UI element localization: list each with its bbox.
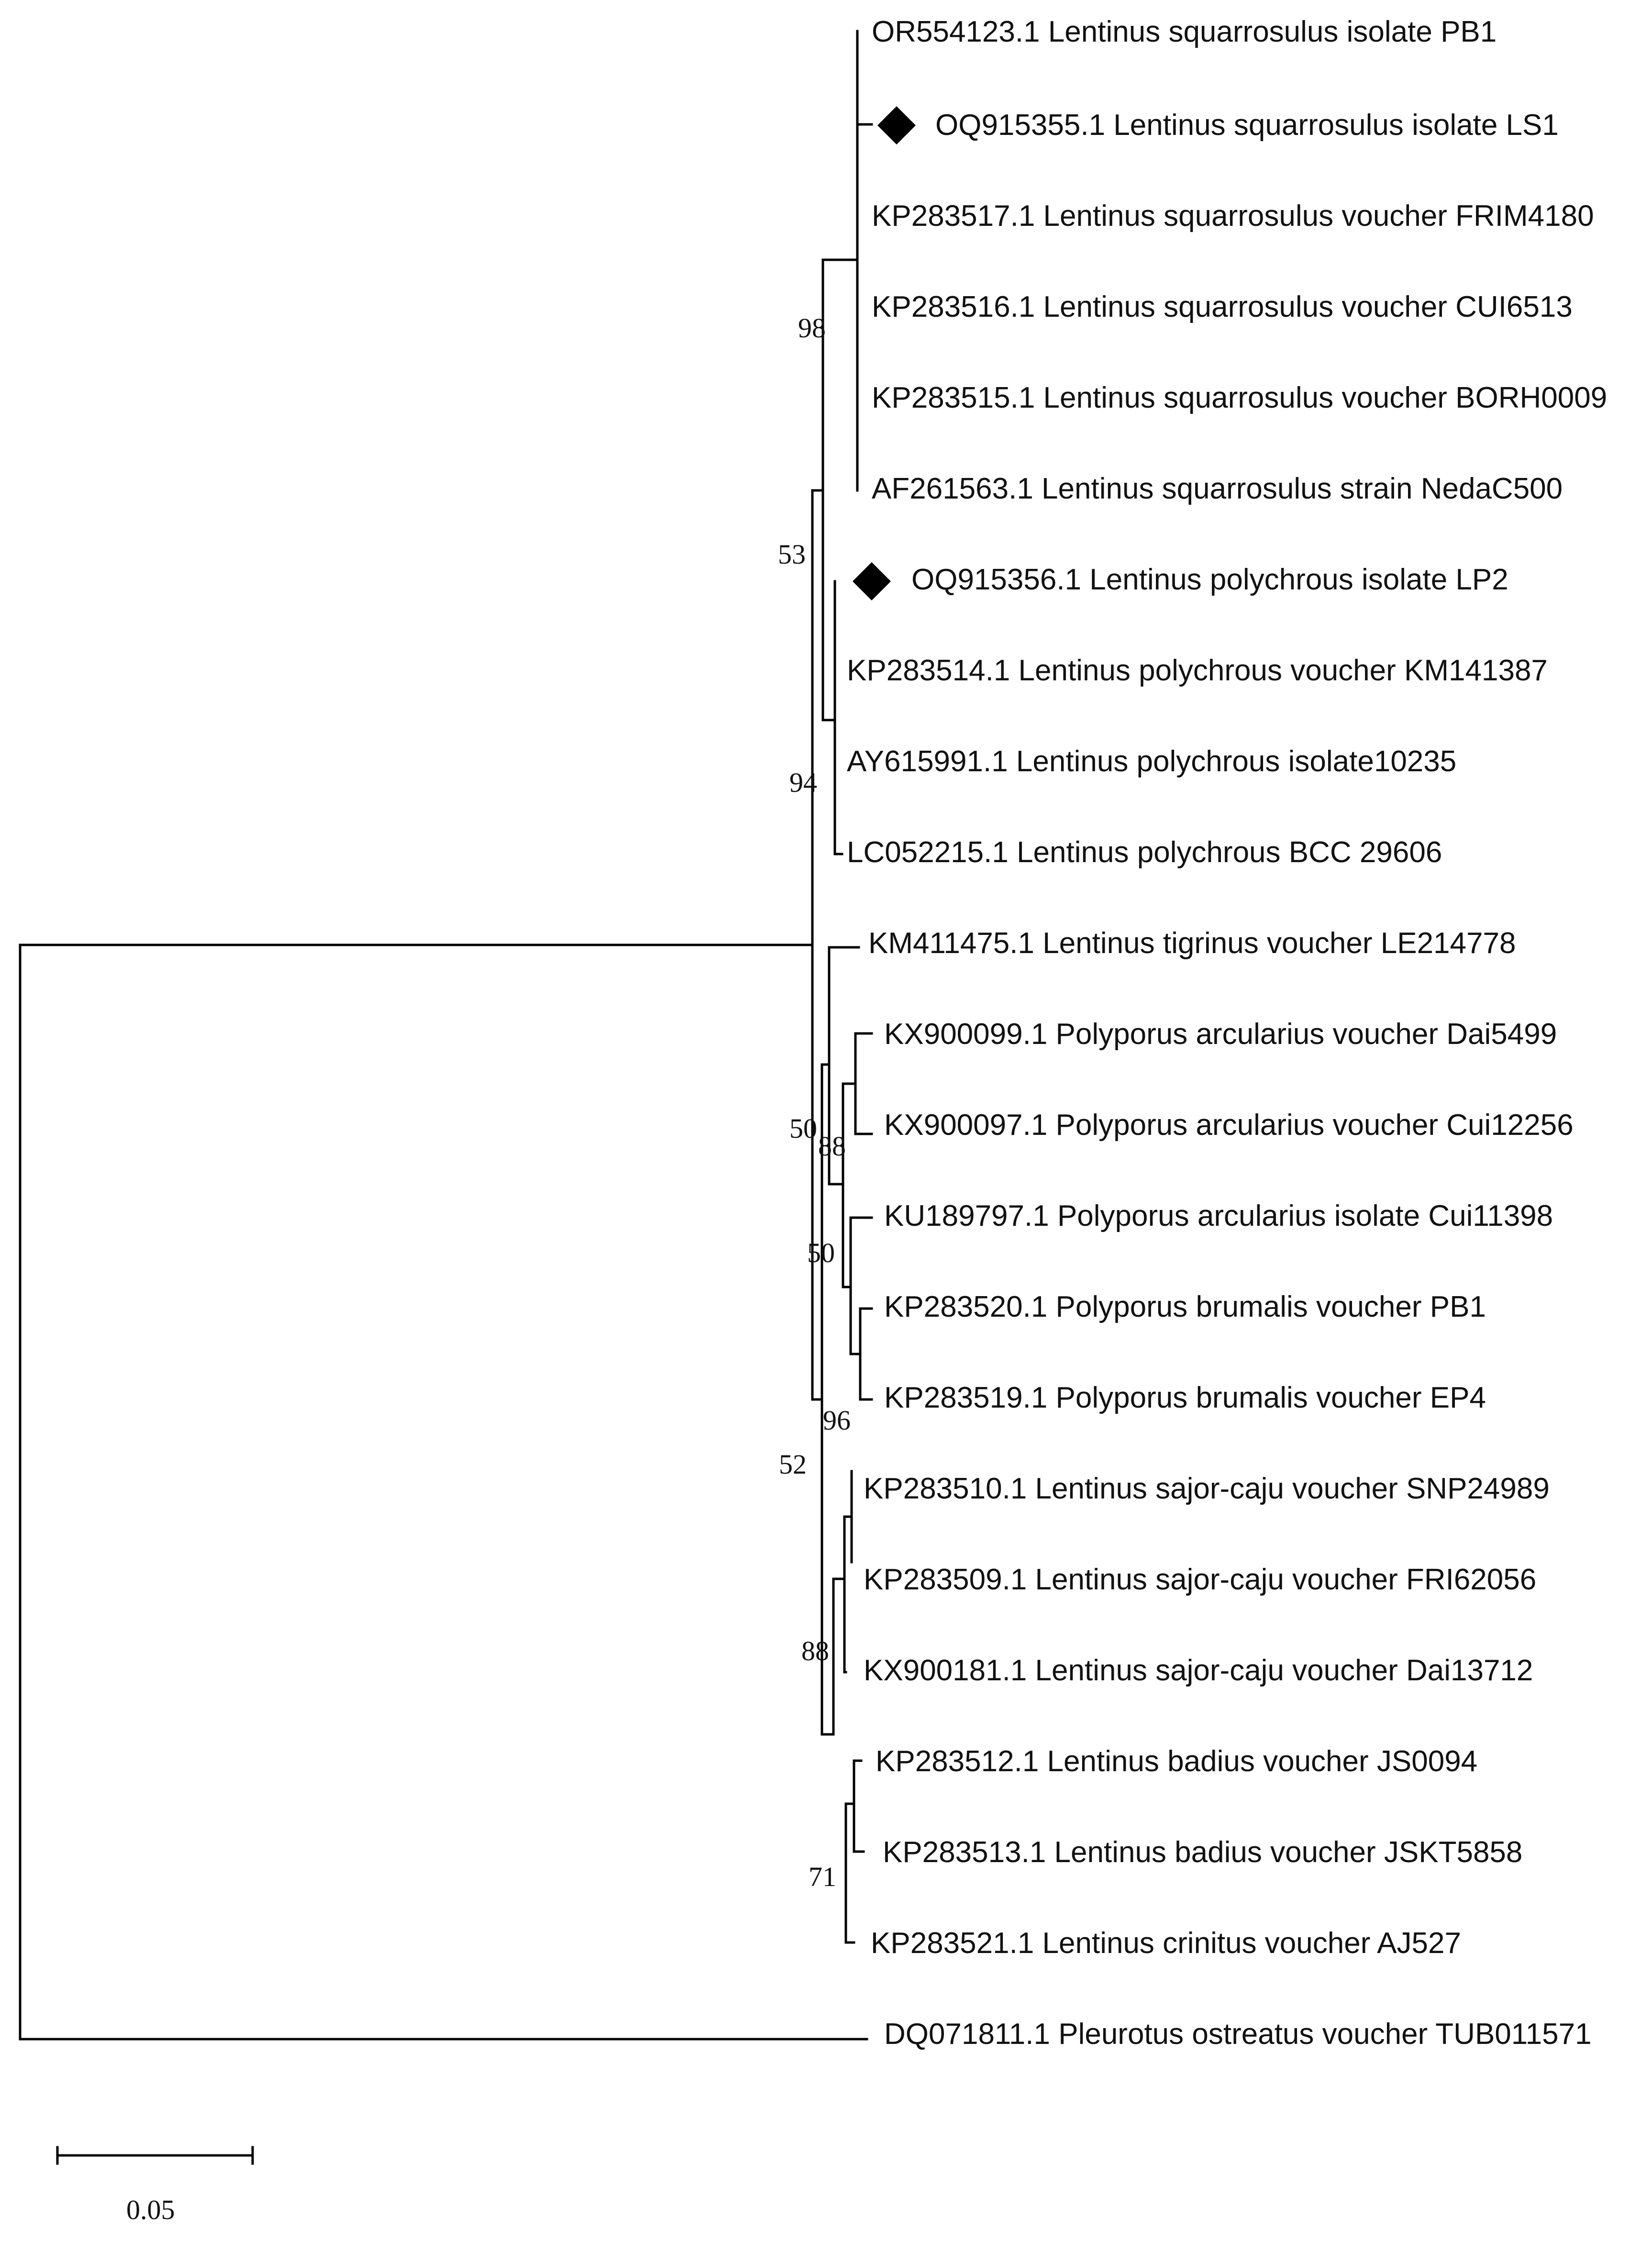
- bootstrap-value: 88: [801, 1635, 829, 1666]
- taxon-label: KP283512.1 Lentinus badius voucher JS0094: [876, 1745, 1478, 1778]
- taxon-label: DQ071811.1 Pleurotus ostreatus voucher TUB011571: [884, 2018, 1592, 2051]
- bootstrap-value: 98: [798, 312, 826, 344]
- taxon-label: KX900097.1 Polyporus arcularius voucher Cui12256: [884, 1109, 1574, 1142]
- taxon-label: KP283520.1 Polyporus brumalis voucher PB1: [884, 1290, 1486, 1323]
- diamond-marker-icon: [877, 106, 916, 144]
- taxon-markers: [853, 106, 916, 600]
- scale-bar: [57, 2147, 253, 2225]
- taxon-label: KM411475.1 Lentinus tigrinus voucher LE214778: [868, 927, 1516, 960]
- taxon-label: KP283521.1 Lentinus crinitus voucher AJ527: [871, 1927, 1461, 1960]
- scale-bar-label: 0.05: [126, 2194, 175, 2225]
- taxon-label: KX900181.1 Lentinus sajor-caju voucher Dai13712: [864, 1654, 1533, 1687]
- bootstrap-value: 53: [778, 539, 806, 570]
- bootstrap-value: 50: [807, 1237, 835, 1268]
- taxon-label: OQ915355.1 Lentinus squarrosulus isolate LS1: [935, 109, 1559, 142]
- bootstrap-value: 88: [818, 1131, 846, 1162]
- bootstrap-value: 71: [809, 1861, 836, 1892]
- taxon-label: KP283510.1 Lentinus sajor-caju voucher SNP24989: [864, 1472, 1550, 1505]
- taxon-label: LC052215.1 Lentinus polychrous BCC 29606: [847, 836, 1442, 869]
- taxon-label: OR554123.1 Lentinus squarrosulus isolate PB1: [872, 15, 1497, 48]
- bootstrap-value: 52: [779, 1449, 807, 1480]
- taxon-label: KP283515.1 Lentinus squarrosulus voucher BORH0009: [872, 381, 1608, 414]
- taxon-label: KP283519.1 Polyporus brumalis voucher EP4: [884, 1381, 1486, 1414]
- taxon-label: KP283513.1 Lentinus badius voucher JSKT5858: [883, 1836, 1523, 1869]
- taxon-label: AF261563.1 Lentinus squarrosulus strain NedaC500: [872, 472, 1563, 505]
- taxon-label: KP283517.1 Lentinus squarrosulus voucher FRIM4180: [872, 200, 1594, 233]
- taxon-label: KP283509.1 Lentinus sajor-caju voucher FRI62056: [864, 1563, 1537, 1596]
- bootstrap-values: [778, 312, 851, 1892]
- bootstrap-value: 94: [789, 767, 817, 798]
- taxon-label: KP283516.1 Lentinus squarrosulus voucher CUI6513: [872, 290, 1573, 323]
- taxon-label: OQ915356.1 Lentinus polychrous isolate LP2: [911, 563, 1508, 596]
- diamond-marker-icon: [853, 562, 891, 600]
- tree-branches: [20, 31, 872, 2039]
- taxon-label: AY615991.1 Lentinus polychrous isolate10235: [847, 745, 1457, 778]
- taxon-label: KX900099.1 Polyporus arcularius voucher Dai5499: [884, 1018, 1557, 1051]
- bootstrap-value: 50: [789, 1113, 817, 1144]
- taxon-label: KP283514.1 Lentinus polychrous voucher KM141387: [847, 654, 1548, 687]
- bootstrap-value: 96: [823, 1405, 851, 1436]
- taxon-label: KU189797.1 Polyporus arcularius isolate Cui11398: [884, 1199, 1553, 1232]
- taxon-labels: [847, 15, 1607, 2051]
